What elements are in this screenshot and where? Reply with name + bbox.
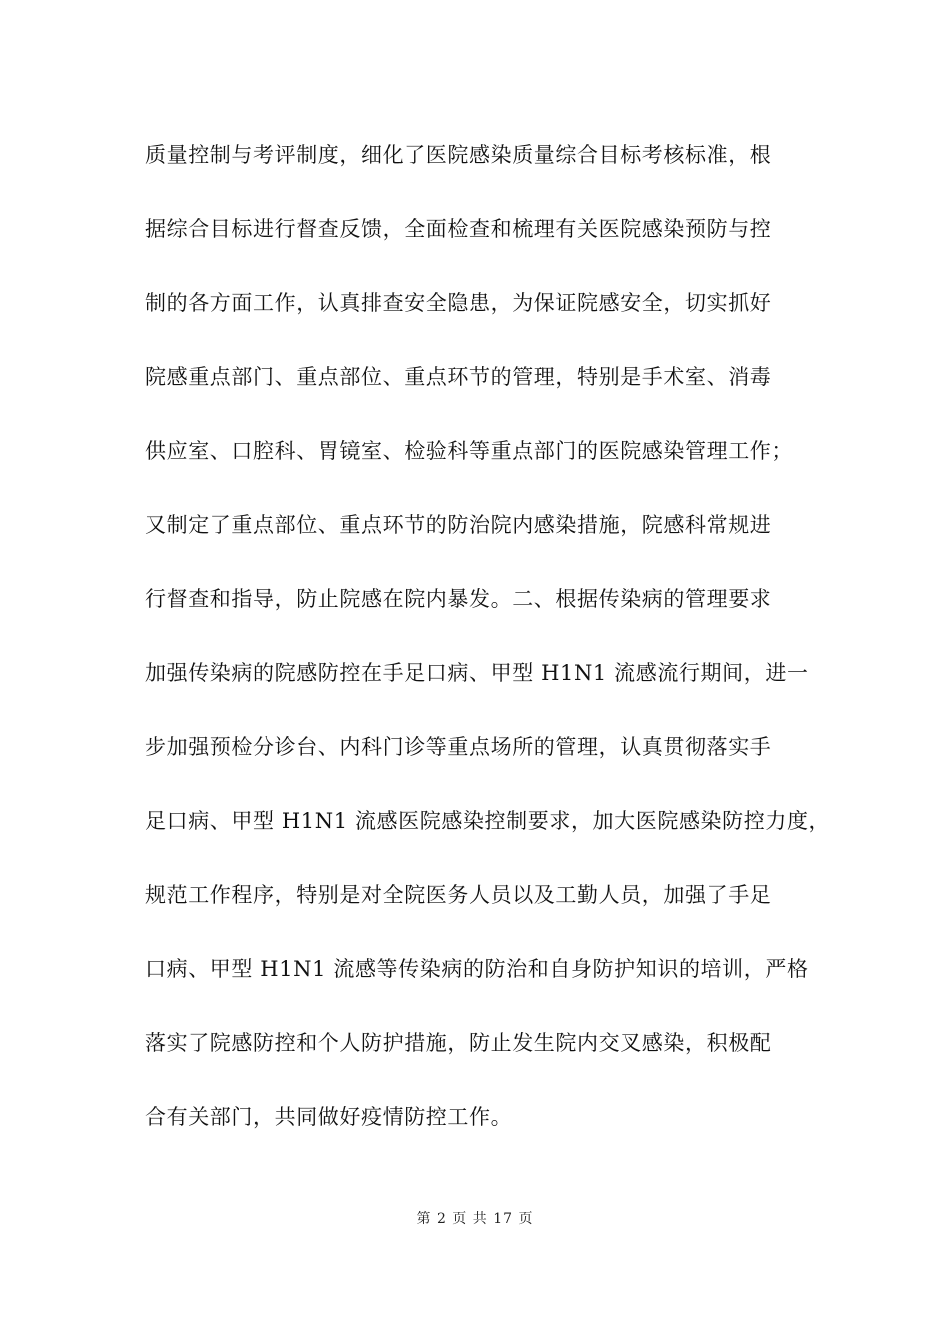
text-line: 规范工作程序，特别是对全院医务人员以及工勤人员，加强了手足 (145, 883, 772, 907)
text-line: 足口病、甲型 H1N1 流感医院感染控制要求，加大医院感染防控力度， (145, 809, 831, 833)
page-number-footer: 第 2 页 共 17 页 (416, 1211, 534, 1227)
text-line: 院感重点部门、重点部位、重点环节的管理，特别是手术室、消毒 (145, 365, 772, 389)
text-line: 据综合目标进行督查反馈，全面检查和梳理有关医院感染预防与控 (145, 217, 772, 241)
text-line: 步加强预检分诊台、内科门诊等重点场所的管理，认真贯彻落实手 (145, 735, 772, 759)
text-line: 加强传染病的院感防控在手足口病、甲型 H1N1 流感流行期间，进一 (145, 661, 809, 685)
text-line: 制的各方面工作，认真排查安全隐患，为保证院感安全，切实抓好 (145, 291, 772, 315)
text-line: 落实了院感防控和个人防护措施，防止发生院内交叉感染，积极配 (145, 1031, 772, 1055)
text-line: 行督查和指导，防止院感在院内暴发。二、根据传染病的管理要求 (145, 587, 772, 611)
text-line: 质量控制与考评制度，细化了医院感染质量综合目标考核标准，根 (145, 143, 772, 167)
text-line: 合有关部门，共同做好疫情防控工作。 (145, 1105, 513, 1129)
body-text (145, 137, 831, 1173)
text-line: 供应室、口腔科、胃镜室、检验科等重点部门的医院感染管理工作； (145, 439, 793, 463)
text-line: 口病、甲型 H1N1 流感等传染病的防治和自身防护知识的培训，严格 (145, 957, 809, 981)
text-line: 又制定了重点部位、重点环节的防治院内感染措施，院感科常规进 (145, 513, 772, 537)
